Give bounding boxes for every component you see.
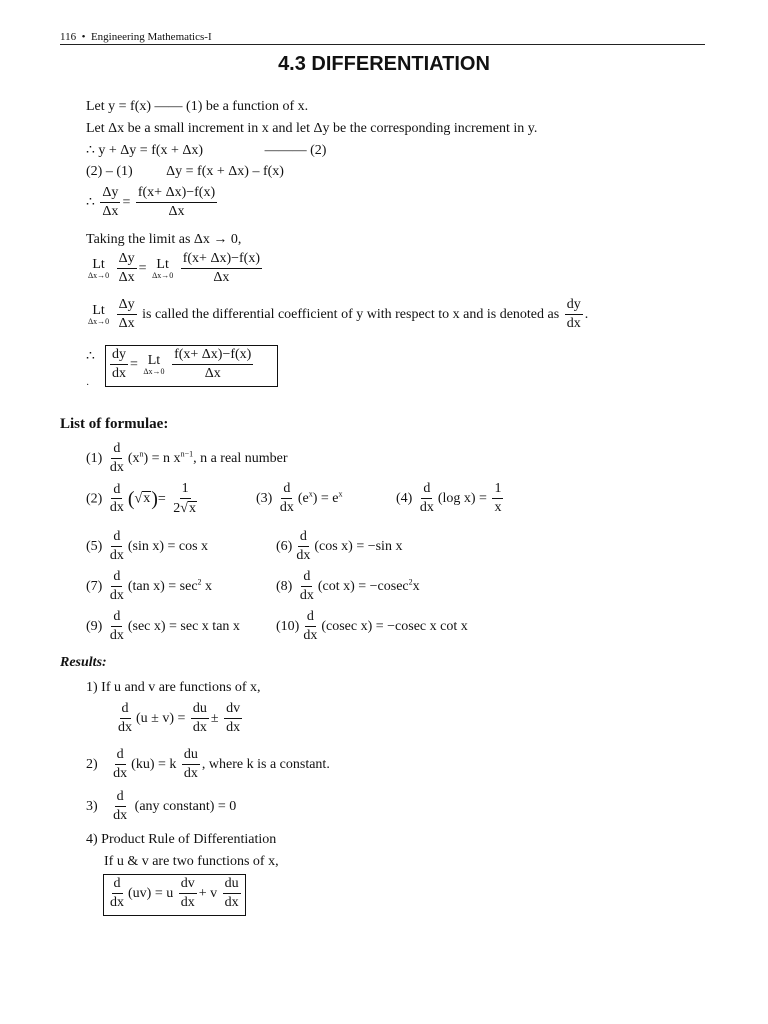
formula-6: (6) $\frac{d}{dx}$ (cos x) = −sin x <box>276 529 403 563</box>
book-title: Engineering Mathematics-I <box>90 31 212 43</box>
formula-5: (5) $\frac{d}{dx}$ (sin x) = cos x <box>86 529 209 563</box>
difference-quotient <box>136 186 217 219</box>
page-number: 116 <box>60 31 77 43</box>
numerator: dy <box>110 348 128 365</box>
dy-dx-notation <box>110 348 128 381</box>
formula-1: (1) $\frac{d}{dx}$ $(x^n) = n$ $x^{n-1}$, n a real number <box>86 441 288 475</box>
limit-operator <box>143 354 164 376</box>
equals: = <box>130 356 138 372</box>
d-dx-operator: $\frac{d}{dx}$ <box>109 529 124 563</box>
numerator: Δy <box>117 298 137 315</box>
lt-label: Lt <box>92 256 105 272</box>
denominator: Δx <box>168 203 185 219</box>
formula-label: (5) <box>86 538 103 554</box>
numerator: f(x+ Δx)−f(x) <box>172 348 253 365</box>
subtract-label: (2) – (1) <box>86 164 133 179</box>
d-dx-operator: $\frac{d}{dx}$ <box>118 701 132 735</box>
formula-3: (3) $\frac{d}{dx}$ $(e^x) = e^x$ <box>256 481 343 515</box>
du-dx-fraction: $\frac{du}{dx}$ <box>224 876 239 910</box>
results-heading: Results: <box>60 655 107 670</box>
formula-label: (1) <box>86 450 103 466</box>
dy-dx-fraction <box>117 252 137 285</box>
eq-2-left: ∴ y + Δy = f(x + Δx) <box>86 143 204 158</box>
denominator: Δx <box>118 269 135 285</box>
section-title: 4.3 DIFFERENTIATION <box>278 53 490 75</box>
dy-dx-fraction <box>117 298 137 331</box>
limit-text: Taking the limit as Δx → 0, <box>86 232 242 247</box>
result-3: 3) $\frac{d}{dx}$ (any constant) = 0 <box>86 789 237 823</box>
d-dx-operator: $\frac{d}{dx}$ <box>113 789 128 823</box>
intro-line-4 <box>86 165 284 179</box>
limit-operator <box>88 258 109 280</box>
result-1-equation: $\frac{d}{dx}$ (u ± v) = $\frac{du}{dx}$ ± $\frac{dv}{dx}$ <box>118 701 241 735</box>
numerator: Δy <box>117 252 137 269</box>
d-dx-operator: $\frac{d}{dx}$ <box>109 569 124 603</box>
equals: = <box>122 194 131 210</box>
result-1-text: 1) If u and v are functions of x, <box>86 680 261 695</box>
formula-label: (6) <box>276 538 293 554</box>
definition-equation <box>108 348 255 381</box>
result-4-subtext: If u & v are two functions of x, <box>104 854 279 869</box>
d-dx-operator: $\frac{d}{dx}$ <box>109 481 124 516</box>
difference-quotient <box>172 348 253 381</box>
limit-operator <box>152 258 173 280</box>
formula-4: (4) $\frac{d}{dx}$ (log x) = $\frac{1}{x}$ <box>396 481 502 515</box>
formula-label: (9) <box>86 618 103 634</box>
lt-subscript: Δx→0 <box>152 270 174 280</box>
formula-label: (2) <box>86 491 103 507</box>
stray-dot: · <box>86 380 90 391</box>
d-dx-operator: $\frac{d}{dx}$ <box>299 569 314 603</box>
numerator: f(x+ Δx)−f(x) <box>136 186 217 203</box>
dv-dx-fraction: $\frac{dv}{dx}$ <box>180 876 195 910</box>
dy-dx-notation <box>565 298 583 331</box>
denominator: dx <box>112 365 126 381</box>
d-dx-operator: $\frac{d}{dx}$ <box>109 441 124 475</box>
result-4-text: 4) Product Rule of Differentiation <box>86 832 277 847</box>
formula-label: (10) <box>276 618 300 634</box>
lt-label: Lt <box>92 302 105 318</box>
lt-subscript: Δx→0 <box>88 316 110 326</box>
difference-quotient <box>181 252 262 285</box>
lt-label: Lt <box>147 352 161 368</box>
running-header <box>60 31 212 43</box>
one-over-two-root-x: $\frac{1}{2√x}$ <box>173 481 196 516</box>
result-label: 3) <box>86 798 98 814</box>
numerator: Δy <box>100 186 120 203</box>
denominator: Δx <box>213 269 230 285</box>
definition-box <box>105 345 278 387</box>
lt-subscript: Δx→0 <box>88 270 110 280</box>
formula-10: (10) $\frac{d}{dx}$ (cosec x) = −cosec x cot x <box>276 609 468 643</box>
intro-line-2: Let Δx be a small increment in x and let Δy be the corresponding increment in y. <box>86 121 538 136</box>
numerator: f(x+ Δx)−f(x) <box>181 252 262 269</box>
d-dx-operator: $\frac{d}{dx}$ <box>110 876 124 910</box>
denominator: dx <box>566 315 581 331</box>
d-dx-operator: $\frac{d}{dx}$ <box>113 747 128 781</box>
limit-equation <box>86 252 264 285</box>
formula-7: (7) $\frac{d}{dx}$ (tan $x) = \sec^2 x$ <box>86 569 213 603</box>
ratio-equation <box>86 186 219 219</box>
differential-coefficient-line <box>86 298 588 331</box>
eq-2-label: ——— (2) <box>264 143 327 158</box>
period: . <box>584 306 589 322</box>
du-dx-fraction: $\frac{du}{dx}$ <box>183 747 198 781</box>
equals: = <box>138 260 147 276</box>
result-2: 2) $\frac{d}{dx}$ (ku) = k $\frac{du}{dx}$ , where k is a constant. <box>86 747 330 781</box>
lt-label: Lt <box>156 256 169 272</box>
denominator: Δx <box>204 365 221 381</box>
result-label: 2) <box>86 756 98 772</box>
formula-8: (8) $\frac{d}{dx}$ (cot x) = −cosec$^2$x <box>276 569 420 603</box>
product-rule-equation: $\frac{d}{dx}$ (uv) = u $\frac{dv}{dx}$ + v $\frac{du}{dx}$ <box>110 876 239 910</box>
formula-label: (3) <box>256 490 273 506</box>
dy-dx-fraction <box>100 186 120 219</box>
d-dx-operator: $\frac{d}{dx}$ <box>279 481 294 515</box>
formula-label: (4) <box>396 490 413 506</box>
intro-line-1: Let y = f(x) —— (1) be a function of x. <box>86 99 309 114</box>
formula-label: (7) <box>86 578 103 594</box>
formula-label: (8) <box>276 578 293 594</box>
header-rule <box>60 44 705 45</box>
coefficient-text: is called the differential coefficient of y with respect to x and is denoted as <box>142 306 560 322</box>
d-dx-operator: $\frac{d}{dx}$ <box>303 609 318 643</box>
numerator: dy <box>565 298 583 315</box>
du-dx-fraction: $\frac{du}{dx}$ <box>192 701 207 735</box>
header-bullet: • <box>81 31 86 43</box>
product-rule-box <box>103 874 246 916</box>
denominator: Δx <box>118 315 135 331</box>
delta-y-equation: Δy = f(x + Δx) – f(x) <box>166 164 284 179</box>
denominator: Δx <box>102 203 119 219</box>
therefore-symbol: ∴ <box>86 349 95 364</box>
definition-line <box>86 350 95 364</box>
d-dx-operator: $\frac{d}{dx}$ <box>109 609 124 643</box>
limit-operator <box>88 304 109 326</box>
lt-subscript: Δx→0 <box>143 366 165 376</box>
formulae-heading: List of formulae: <box>60 416 169 432</box>
formula-9: (9) $\frac{d}{dx}$ (sec x) = sec x tan x <box>86 609 240 643</box>
dv-dx-fraction: $\frac{dv}{dx}$ <box>226 701 241 735</box>
intro-line-3 <box>86 144 326 158</box>
formula-2: (2) $\frac{d}{dx}$ (√x)= $\frac{1}{2√x}$ <box>86 482 201 516</box>
d-dx-operator: $\frac{d}{dx}$ <box>419 481 434 515</box>
d-dx-operator: $\frac{d}{dx}$ <box>296 529 311 563</box>
therefore-symbol: ∴ <box>86 194 95 210</box>
one-over-x: $\frac{1}{x}$ <box>494 481 502 515</box>
